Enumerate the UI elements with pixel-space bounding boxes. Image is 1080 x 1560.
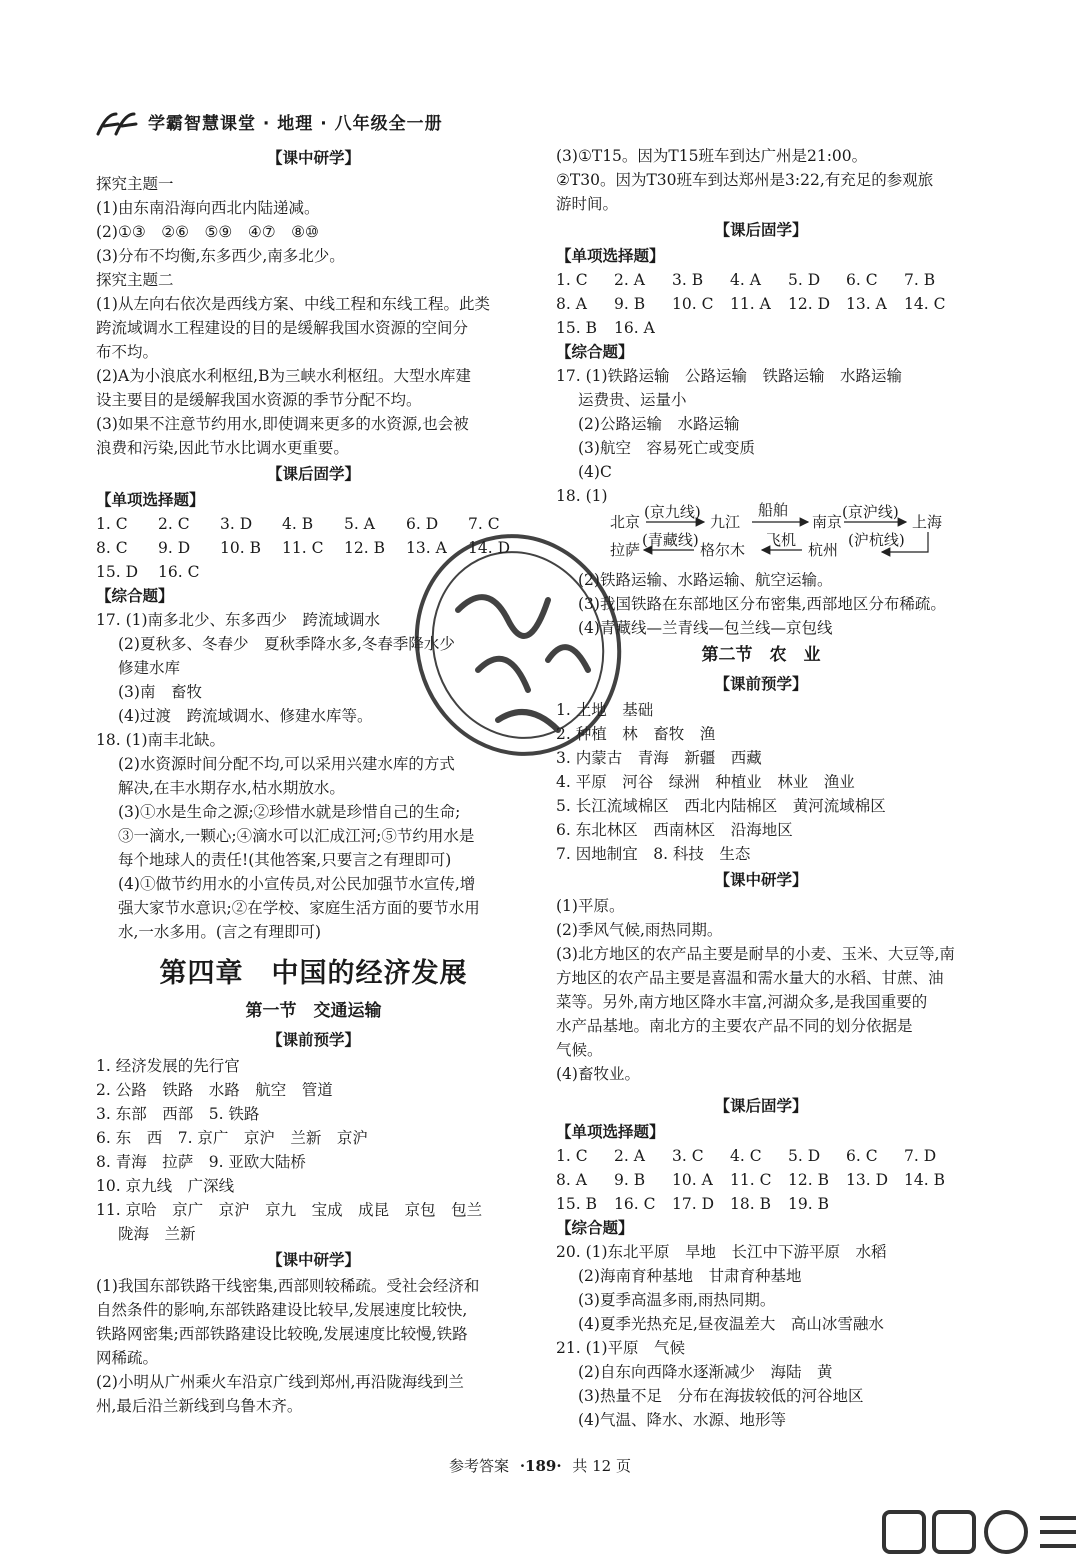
answer-item: 13. A bbox=[846, 295, 887, 313]
watermark-stamp-icon bbox=[398, 520, 641, 770]
route-qingzang: (青藏线) bbox=[642, 531, 699, 549]
answer-line: (3)①T15。因为T15班车到达广州是21:00。 bbox=[556, 147, 868, 165]
answer-line: 解决,在丰水期存水,枯水期放水。 bbox=[118, 779, 345, 797]
brand-logo-icon bbox=[96, 110, 140, 138]
answer-item: 15. B bbox=[556, 319, 597, 337]
route-jinghu: (京沪线) bbox=[842, 503, 899, 521]
route-huhang: (沪杭线) bbox=[848, 531, 905, 549]
node-lasa: 拉萨 bbox=[610, 541, 641, 559]
answer-line: ②T30。因为T30班车到达郑州是3:22,有充足的参观旅 bbox=[556, 171, 934, 189]
answer-item: 3. D bbox=[220, 515, 253, 533]
answer-line: (4)过渡 跨流域调水、修建水库等。 bbox=[118, 707, 373, 725]
answer-line: 陇海 兰新 bbox=[118, 1225, 196, 1243]
node-jiujiang: 九江 bbox=[710, 513, 741, 531]
answer-line: (3)我国铁路在东部地区分布密集,西部地区分布稀疏。 bbox=[578, 595, 946, 613]
question-type-label: 【综合题】 bbox=[556, 342, 634, 361]
answer-item: 1. C bbox=[96, 515, 128, 533]
answer-item: 16. C bbox=[614, 1195, 656, 1213]
route-jingjiu: (京九线) bbox=[644, 503, 701, 521]
section-label: 【课后固学】 bbox=[714, 220, 808, 239]
answer-line: (4)气温、降水、水源、地形等 bbox=[578, 1411, 786, 1429]
node-nanjing: 南京 bbox=[812, 513, 843, 531]
answer-line: (2)海南育种基地 甘肃育种基地 bbox=[578, 1267, 802, 1285]
answer-line: (2)水资源时间分配不均,可以采用兴建水库的方式 bbox=[118, 755, 455, 773]
left-column bbox=[96, 144, 531, 1418]
answer-item: 12. B bbox=[788, 1171, 829, 1189]
answer-item: 2. A bbox=[614, 1147, 645, 1165]
answer-item: 3. B bbox=[672, 271, 704, 289]
answer-line: 17. (1)南多北少、东多西少 跨流域调水 bbox=[96, 611, 381, 629]
section-label: 【课后固学】 bbox=[266, 464, 360, 483]
answer-line: 游时间。 bbox=[556, 195, 619, 213]
section-label: 【课前预学】 bbox=[714, 674, 808, 693]
answer-item: 12. D bbox=[788, 295, 831, 313]
answer-line: (2)季风气候,雨热同期。 bbox=[556, 921, 723, 939]
question-type-label: 【单项选择题】 bbox=[556, 1122, 665, 1141]
answer-item: 4. A bbox=[730, 271, 761, 289]
answer-item: 13. D bbox=[846, 1171, 889, 1189]
answer-item: 5. D bbox=[788, 1147, 821, 1165]
answer-item: 13. A bbox=[406, 539, 447, 557]
answer-line: (3)①水是生命之源;②珍惜水就是珍惜自己的生命; bbox=[118, 803, 461, 821]
answer-line: (3)热量不足 分布在海拔较低的河谷地区 bbox=[578, 1387, 864, 1405]
answer-line: 20. (1)东北平原 旱地 长江中下游平原 水稻 bbox=[556, 1243, 887, 1261]
answer-item: 6. D bbox=[406, 515, 439, 533]
answer-item: 2. A bbox=[614, 271, 645, 289]
answer-line: 6. 东 西 7. 京广 京沪 兰新 京沪 bbox=[96, 1129, 368, 1147]
answer-item: 9. B bbox=[614, 1171, 646, 1189]
answer-line: 方地区的农产品主要是喜温和需水量大的水稻、甘蔗、油 bbox=[556, 969, 944, 987]
answer-row bbox=[556, 1144, 966, 1168]
answer-item: 3. C bbox=[672, 1147, 704, 1165]
answer-item: 6. C bbox=[846, 1147, 878, 1165]
answer-line: 21. (1)平原 气候 bbox=[556, 1339, 686, 1357]
section-label: 【课中研学】 bbox=[266, 1250, 360, 1269]
answer-item: 14. B bbox=[904, 1171, 945, 1189]
answer-line: 自然条件的影响,东部铁路建设比较早,发展速度比较快, bbox=[96, 1301, 468, 1319]
answer-line: 7. 因地制宜 8. 科技 生态 bbox=[556, 845, 751, 863]
answer-line: 2. 公路 铁路 水路 航空 管道 bbox=[96, 1081, 333, 1099]
answer-line: 3. 东部 西部 5. 铁路 bbox=[96, 1105, 260, 1123]
answer-item: 1. C bbox=[556, 271, 588, 289]
answer-line: 3. 内蒙古 青海 新疆 西藏 bbox=[556, 749, 762, 767]
answer-item: 6. C bbox=[846, 271, 878, 289]
answer-line: 5. 长江流域棉区 西北内陆棉区 黄河流域棉区 bbox=[556, 797, 886, 815]
answer-line: (3)北方地区的农产品主要是耐旱的小麦、玉米、大豆等,南 bbox=[556, 945, 955, 963]
answer-line: 1. 经济发展的先行官 bbox=[96, 1057, 240, 1075]
answer-item: 18. B bbox=[730, 1195, 771, 1213]
route-chuanbo: 船舶 bbox=[758, 501, 789, 519]
node-geermu: 格尔木 bbox=[700, 541, 746, 559]
answer-item: 5. D bbox=[788, 271, 821, 289]
header-title: 学霸智慧课堂 · 地理 · 八年级全一册 bbox=[148, 114, 443, 134]
answer-line: 8. 青海 拉萨 9. 亚欧大陆桥 bbox=[96, 1153, 306, 1171]
page-number: ·189· bbox=[519, 1457, 562, 1475]
answer-line: 水,一水多用。(言之有理即可) bbox=[118, 923, 322, 941]
corner-watermark-logo-icon bbox=[880, 1508, 1080, 1560]
answer-line: (3)夏季高温多雨,雨热同期。 bbox=[578, 1291, 776, 1309]
question-type-label: 【综合题】 bbox=[96, 586, 174, 605]
section-title: 第一节 交通运输 bbox=[245, 1001, 382, 1021]
answer-line: (2)自东向西降水逐渐减少 海陆 黄 bbox=[578, 1363, 833, 1381]
answer-line: 11. 京哈 京广 京沪 京九 宝成 成昆 京包 包兰 bbox=[96, 1201, 483, 1219]
answer-item: 8. C bbox=[96, 539, 128, 557]
answer-line: (1)平原。 bbox=[556, 897, 625, 915]
page-footer bbox=[0, 1454, 1080, 1478]
answer-line: (3)分布不均衡,东多西少,南多北少。 bbox=[96, 247, 345, 265]
question-type-label: 【综合题】 bbox=[556, 1218, 634, 1237]
answer-item: 11. A bbox=[730, 295, 771, 313]
answer-item: 8. A bbox=[556, 295, 587, 313]
answer-line: 气候。 bbox=[556, 1041, 603, 1059]
answer-row bbox=[556, 1168, 966, 1192]
section-title: 第二节 农 业 bbox=[701, 645, 821, 665]
route-feiji: 飞机 bbox=[766, 531, 797, 549]
answer-line: (4)畜牧业。 bbox=[556, 1065, 640, 1083]
answer-line: 网稀疏。 bbox=[96, 1349, 159, 1367]
answer-item: 19. B bbox=[788, 1195, 829, 1213]
answer-item: 7. B bbox=[904, 271, 936, 289]
answer-line: (1)我国东部铁路干线密集,西部则较稀疏。受社会经济和 bbox=[96, 1277, 480, 1295]
answer-line: 1. 土地 基础 bbox=[556, 701, 654, 719]
answer-line: (2)铁路运输、水路运输、航空运输。 bbox=[578, 571, 833, 589]
answer-item: 10. A bbox=[672, 1171, 713, 1189]
answer-line: (3)航空 容易死亡或变质 bbox=[578, 439, 755, 457]
footer-label: 参考答案 bbox=[449, 1457, 510, 1475]
answer-line: 17. (1)铁路运输 公路运输 铁路运输 水路运输 bbox=[556, 367, 903, 385]
answer-row bbox=[556, 1192, 966, 1216]
answer-line: 2. 种植 林 畜牧 渔 bbox=[556, 725, 716, 743]
answer-line: (2)公路运输 水路运输 bbox=[578, 415, 740, 433]
answer-item: 9. D bbox=[158, 539, 191, 557]
answer-line: 设主要目的是缓解我国水资源的季节分配不均。 bbox=[96, 391, 422, 409]
answer-line: (3)南 畜牧 bbox=[118, 683, 202, 701]
answer-item: 15. D bbox=[96, 563, 139, 581]
answer-item: 10. C bbox=[672, 295, 714, 313]
answer-line: 运费贵、运量小 bbox=[578, 391, 687, 409]
node-shanghai: 上海 bbox=[912, 513, 943, 531]
node-beijing: 北京 bbox=[610, 513, 641, 531]
answer-line: 浪费和污染,因此节水比调水更重要。 bbox=[96, 439, 349, 457]
section-label: 【课中研学】 bbox=[266, 148, 360, 167]
answer-row bbox=[556, 292, 966, 316]
answer-line: ③一滴水,一颗心;④滴水可以汇成江河;⑤节约用水是 bbox=[118, 827, 475, 845]
answer-item: 1. C bbox=[556, 1147, 588, 1165]
question-type-label: 【单项选择题】 bbox=[96, 490, 205, 509]
answer-item: 12. B bbox=[344, 539, 385, 557]
answer-item: 7. D bbox=[904, 1147, 937, 1165]
answer-item: 4. B bbox=[282, 515, 314, 533]
answer-item: 5. A bbox=[344, 515, 375, 533]
answer-line: 强大家节水意识;②在学校、家庭生活方面的要节水用 bbox=[118, 899, 480, 917]
answer-item: 15. B bbox=[556, 1195, 597, 1213]
answer-line: (1)从左向右依次是西线方案、中线工程和东线工程。此类 bbox=[96, 295, 490, 313]
question-type-label: 【单项选择题】 bbox=[556, 246, 665, 265]
section-label: 【课中研学】 bbox=[714, 870, 808, 889]
answer-line: (2)①③ ②⑥ ⑤⑨ ④⑦ ⑧⑩ bbox=[96, 223, 319, 241]
answer-line: (4)夏季光热充足,昼夜温差大 高山冰雪融水 bbox=[578, 1315, 884, 1333]
right-column bbox=[556, 144, 966, 1432]
answer-line: 跨流域调水工程建设的目的是缓解我国水资源的空间分 bbox=[96, 319, 469, 337]
answer-row bbox=[556, 268, 966, 292]
answer-line: 水产品基地。南北方的主要农产品不同的划分依据是 bbox=[556, 1017, 913, 1035]
answer-line: (4)C bbox=[578, 463, 612, 481]
answer-line: 6. 东北林区 西南林区 沿海地区 bbox=[556, 821, 793, 839]
answer-line: 每个地球人的责任!(其他答案,只要言之有理即可) bbox=[118, 851, 452, 869]
page-header bbox=[96, 110, 996, 140]
node-hangzhou: 杭州 bbox=[808, 541, 839, 559]
topic-title: 探究主题二 bbox=[96, 271, 174, 289]
answer-line: 铁路网密集;西部铁路建设比较晚,发展速度比较慢,铁路 bbox=[96, 1325, 468, 1343]
answer-line: (2)A为小浪底水利枢纽,B为三峡水利枢纽。大型水库建 bbox=[96, 367, 471, 385]
answer-item: 8. A bbox=[556, 1171, 587, 1189]
answer-item: 9. B bbox=[614, 295, 646, 313]
answer-line: 布不均。 bbox=[96, 343, 159, 361]
section-label: 【课后固学】 bbox=[714, 1096, 808, 1115]
answer-line: 4. 平原 河谷 绿洲 种植业 林业 渔业 bbox=[556, 773, 855, 791]
answer-item: 17. D bbox=[672, 1195, 715, 1213]
answer-row bbox=[556, 316, 966, 340]
answer-item: 14. D bbox=[468, 539, 511, 557]
answer-line: (1)由东南沿海向西北内陆递减。 bbox=[96, 199, 320, 217]
section-label: 【课前预学】 bbox=[266, 1030, 360, 1049]
answer-item: 10. B bbox=[220, 539, 261, 557]
chapter-title: 第四章 中国的经济发展 bbox=[159, 958, 468, 989]
answer-line: 18. (1) bbox=[556, 487, 608, 505]
page-total: 共 12 页 bbox=[572, 1457, 631, 1475]
answer-item: 16. A bbox=[614, 319, 655, 337]
answer-line: (4)青藏线—兰青线—包兰线—京包线 bbox=[578, 619, 833, 637]
answer-item: 11. C bbox=[282, 539, 324, 557]
answer-item: 2. C bbox=[158, 515, 190, 533]
answer-item: 7. C bbox=[468, 515, 500, 533]
answer-line: 修建水库 bbox=[118, 659, 181, 677]
answer-line: 州,最后沿兰新线到乌鲁木齐。 bbox=[96, 1397, 303, 1415]
answer-item: 14. C bbox=[904, 295, 946, 313]
answer-line: (3)如果不注意节约用水,即使调来更多的水资源,也会被 bbox=[96, 415, 469, 433]
answer-item: 4. C bbox=[730, 1147, 762, 1165]
answer-line: 18. (1)南丰北缺。 bbox=[96, 731, 226, 749]
answer-line: 10. 京九线 广深线 bbox=[96, 1177, 235, 1195]
answer-line: (4)①做节约用水的小宣传员,对公民加强节水宣传,增 bbox=[118, 875, 476, 893]
answer-line: (2)小明从广州乘火车沿京广线到郑州,再沿陇海线到兰 bbox=[96, 1373, 464, 1391]
answer-line: 菜等。另外,南方地区降水丰富,河湖众多,是我国重要的 bbox=[556, 993, 928, 1011]
topic-title: 探究主题一 bbox=[96, 175, 174, 193]
answer-item: 16. C bbox=[158, 563, 200, 581]
answer-line: (2)夏秋多、冬春少 夏秋季降水多,冬春季降水少 bbox=[118, 635, 455, 653]
answer-item: 11. C bbox=[730, 1171, 772, 1189]
